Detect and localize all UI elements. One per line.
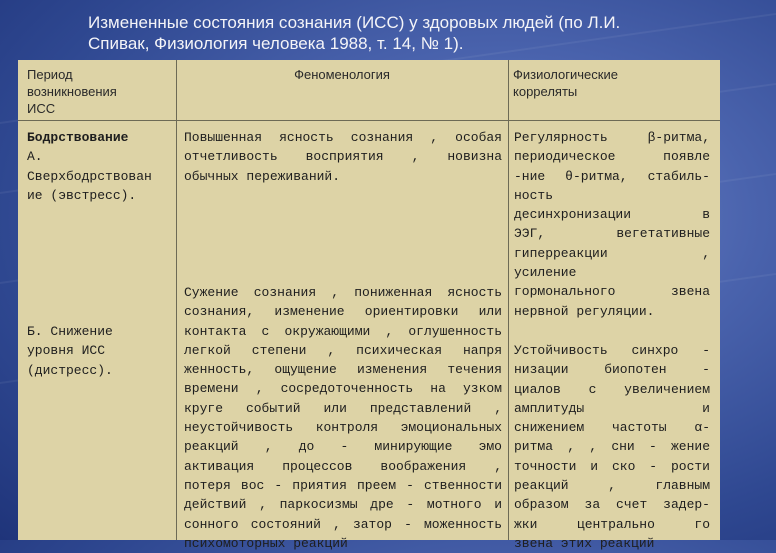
header-correlates: Физиологические корреляты: [513, 67, 618, 99]
row-a-phenomenology: Повышенная ясность сознания , особая отчетливость восприятия , новизна обычных переживаний.: [184, 130, 502, 184]
header-period: Период возникновения ИСС: [27, 67, 117, 116]
iss-table: [18, 60, 720, 551]
column-divider: [176, 60, 177, 540]
header-phenomenology: Феноменология: [294, 67, 390, 82]
row-a-period-title: Бодрствование: [27, 130, 129, 145]
row-a-period: Бодрствование А. Сверхбодрствован ие (эвстресс).: [27, 130, 152, 203]
row-b-correlates: Устойчивость синхро - низации биопотен - циалов с увеличением амплитуды и снижением частоты α- ритма , , сни - жение точности и ско - рости реакций , главным образом за счет задер- жки центрально го звена этих реакций: [514, 343, 710, 551]
row-b-phenomenology: Сужение сознания , пониженная ясность сознания, изменение ориентировки или контакта с окружающими , оглушенность легкой степени , психическая напря женность, ощущение изменения течения времени , сосредоточенность на узком круге событий или представлений , неустойчивость контроля эмоциональных реакций , до - минирующие эмо активация процессов воображения , потеря вос - приятия преем - ственности действий , паркосизмы дре - мотного и сонного состояний , затор - моженность психомоторных реакций: [184, 285, 502, 551]
row-b-period: Б. Снижение уровня ИСС (дистресс).: [27, 324, 113, 378]
header-divider: [18, 120, 720, 121]
title-line-2: Спивак, Физиология человека 1988, т. 14, № 1).: [88, 34, 464, 53]
slide-title: [88, 12, 688, 54]
column-divider: [508, 60, 509, 540]
title-line-1: Измененные состояния сознания (ИСС) у здоровых людей (по Л.И.: [88, 13, 621, 32]
row-a-correlates: Регулярность β-ритма, периодическое появле -ние θ-ритма, стабиль- ность десинхронизации в ЭЭГ, вегетативные гиперреакции , усиление гормонального звена нервной регуляции.: [514, 130, 710, 319]
